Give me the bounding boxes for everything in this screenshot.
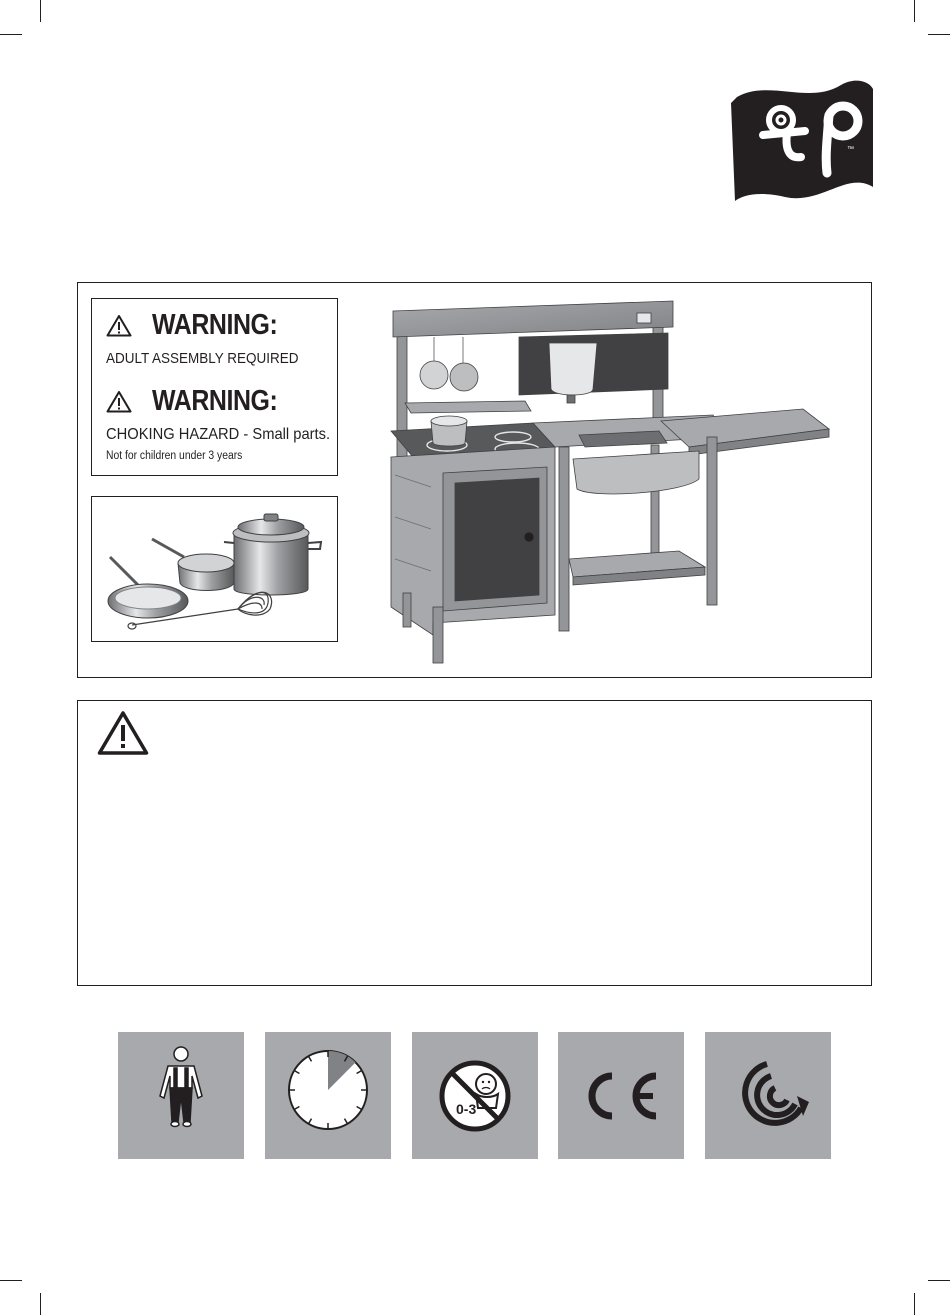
warning-text: ADULT ASSEMBLY REQUIRED [106,350,299,367]
ce-mark-icon [558,1032,684,1159]
crop-mark [40,0,41,22]
product-panel [77,282,872,678]
frying-pan [108,557,188,618]
warning-triangle-icon [97,710,149,756]
notice-panel [77,700,872,986]
age-warning-pictogram [412,1032,538,1159]
crop-mark [914,0,915,22]
stock-pot [224,514,321,595]
recycling-symbol-icon [705,1032,831,1159]
warning-heading [106,309,298,342]
not-for-children-0-3-icon [412,1032,538,1159]
warning-triangle-icon [106,314,132,337]
crop-mark [928,1280,950,1281]
svg-text:™: ™ [847,146,854,153]
warning-title: WARNING: [152,309,278,341]
adult-person-icon [118,1032,244,1159]
cookware-image [92,497,338,642]
crop-mark [914,1293,915,1315]
crop-mark [40,1293,41,1315]
warning-title: WARNING: [152,385,278,417]
crop-mark [0,1280,22,1281]
crop-mark [928,34,950,35]
clock-icon [265,1032,391,1159]
svg-text:0-3: 0-3 [456,1101,477,1117]
warning-heading [106,385,298,418]
ce-pictogram [558,1032,684,1159]
warning-subtext: Not for children under 3 years [106,450,243,462]
mud-kitchen-illustration [383,297,853,669]
warning-panel [91,298,338,476]
crop-mark [0,34,22,35]
warning-triangle-icon [106,390,132,413]
adult-assembly-pictogram [118,1032,244,1159]
assembly-time-pictogram [265,1032,391,1159]
saucepan [152,539,234,591]
warning-text: CHOKING HAZARD - Small parts. [106,426,331,443]
recycling-pictogram [705,1032,831,1159]
tp-logo [729,75,875,207]
cookware-illustration [91,496,338,642]
